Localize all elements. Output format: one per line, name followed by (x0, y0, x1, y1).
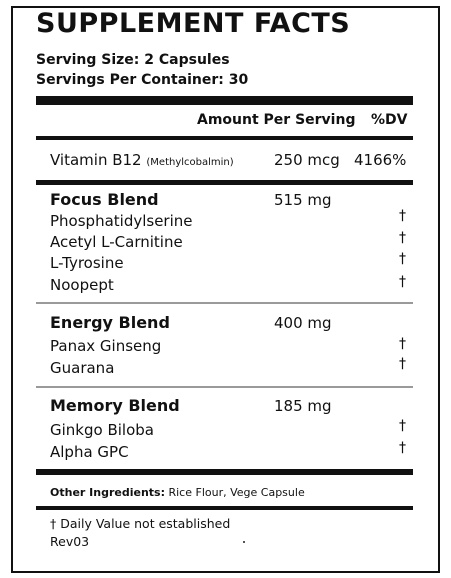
ingredient-name: Alpha GPC (50, 443, 129, 461)
ingredient-name: Acetyl L-Carnitine (50, 233, 183, 251)
ingredient-dv: † (399, 336, 406, 352)
ingredient-dv: † (399, 440, 406, 456)
thick-divider (36, 96, 413, 105)
vitamin-form: (Methylcobalmin) (146, 157, 234, 168)
blend-divider (36, 386, 413, 388)
energy-blend-name: Energy Blend (50, 313, 170, 332)
ingredient-dv: † (399, 230, 406, 246)
ingredient-dv: † (399, 274, 406, 290)
vitamin-name (50, 151, 234, 169)
ingredient-name: Phosphatidylserine (50, 212, 193, 230)
vitamin-name-text: Vitamin B12 (50, 151, 142, 169)
other-ingredients-value: Rice Flour, Vege Capsule (164, 486, 305, 499)
ingredient-name: Ginkgo Biloba (50, 421, 154, 439)
ingredient-name: Guarana (50, 359, 115, 377)
ingredient-dv: † (399, 418, 406, 434)
focus-blend-amount: 515 mg (274, 191, 332, 209)
ingredient-name: Panax Ginseng (50, 337, 162, 355)
energy-blend-amount: 400 mg (274, 314, 332, 332)
ingredient-dv: † (399, 251, 406, 267)
print-speck (243, 541, 245, 543)
blend-divider (36, 302, 413, 304)
memory-blend-name: Memory Blend (50, 396, 180, 415)
ingredient-dv: † (399, 356, 406, 372)
vitamin-amount: 250 mcg (274, 151, 340, 169)
vitamin-dv: 4166% (354, 151, 407, 169)
vitamin-divider (36, 180, 413, 185)
daily-value-header: %DV (371, 112, 408, 128)
ingredient-name: Noopept (50, 276, 114, 294)
ingredients-divider (36, 469, 413, 475)
label-title: SUPPLEMENT FACTS (36, 8, 351, 39)
other-ingredients (50, 486, 305, 499)
focus-blend-name: Focus Blend (50, 190, 159, 209)
servings-per-container: Servings Per Container: 30 (36, 72, 249, 88)
ingredient-name: L-Tyrosine (50, 254, 124, 272)
serving-size: Serving Size: 2 Capsules (36, 52, 230, 68)
header-divider (36, 136, 413, 140)
other-ingredients-label: Other Ingredients: (50, 486, 165, 499)
revision-code: Rev03 (50, 534, 90, 549)
ingredient-dv: † (399, 208, 406, 224)
footnote: † Daily Value not established (50, 516, 231, 531)
memory-blend-amount: 185 mg (274, 397, 332, 415)
amount-per-serving-header: Amount Per Serving (197, 112, 356, 128)
footer-divider (36, 506, 413, 510)
